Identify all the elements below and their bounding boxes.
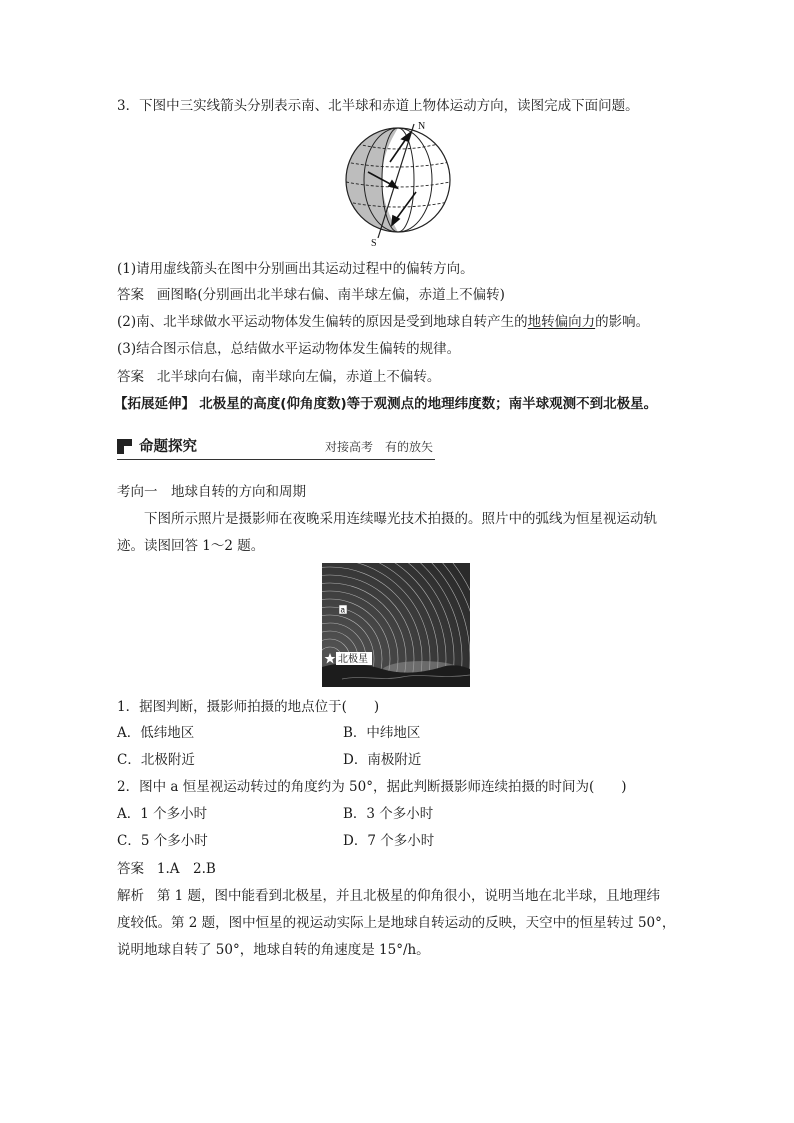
direction-label: 考向一 地球自转的方向和周期 bbox=[117, 484, 306, 500]
section-divider bbox=[117, 459, 435, 460]
section-title: 命题探究 bbox=[139, 439, 197, 455]
answer-tag: 答案 bbox=[117, 369, 144, 385]
extension-text: 北极星的高度(仰角度数)等于观测点的地理纬度数；南半球观测不到北极星。 bbox=[199, 396, 658, 412]
q3-answer1 bbox=[117, 285, 505, 305]
intro-line: 下图所示照片是摄影师在夜晚采用连续曝光技术拍摄的。照片中的弧线为恒星视运动轨 bbox=[144, 511, 657, 527]
answer-text: 1.A 2.B bbox=[156, 861, 216, 877]
section-header bbox=[117, 436, 435, 462]
q3-sub3: (3)结合图示信息，总结做水平运动物体发生偏转的规律。 bbox=[117, 341, 461, 357]
extension-tag: 【拓展延伸】 bbox=[114, 396, 195, 412]
intro-line: 迹。读图回答 1～2 题。 bbox=[117, 538, 265, 554]
q2-stem: 2．图中 a 恒星视运动转过的角度约为 50°，据此判断摄影师连续拍摄的时间为( ) bbox=[117, 779, 627, 795]
q1-stem: 1．据图判断，摄影师拍摄的地点位于( ) bbox=[117, 699, 380, 715]
answer-tag: 答案 bbox=[117, 861, 144, 877]
q2-option-d: D．7 个多小时 bbox=[343, 833, 435, 849]
q1-option-a: A．低纬地区 bbox=[117, 725, 195, 741]
analysis-line: 度较低。第 2 题，图中恒星的视运动实际上是地球自转运动的反映，天空中的恒星转过 50°， bbox=[117, 915, 676, 931]
analysis-line: 说明地球自转了 50°，地球自转的角速度是 15°/h。 bbox=[117, 942, 430, 958]
section-square-inner bbox=[124, 446, 132, 454]
answer-line bbox=[117, 859, 216, 879]
q1-option-c: C．北极附近 bbox=[117, 752, 195, 768]
q3-answer3 bbox=[117, 367, 440, 387]
q3-sub2 bbox=[117, 312, 649, 332]
answer-text: 北半球向右偏，南半球向左偏，赤道上不偏转。 bbox=[156, 369, 441, 385]
globe-diagram bbox=[338, 120, 458, 250]
q3-sub2-post: 的影响。 bbox=[595, 314, 650, 330]
analysis-line bbox=[117, 886, 660, 906]
q2-option-a: A．1 个多小时 bbox=[117, 806, 208, 822]
star-a-label: a bbox=[340, 605, 345, 615]
section-subtitle: 对接高考 有的放矢 bbox=[325, 440, 434, 454]
q2-option-c: C．5 个多小时 bbox=[117, 833, 208, 849]
q1-option-d: D．南极附近 bbox=[343, 752, 422, 768]
q2-option-b: B．3 个多小时 bbox=[343, 806, 434, 822]
answer-text: 画图略(分别画出北半球右偏、南半球左偏，赤道上不偏转) bbox=[156, 287, 505, 303]
q1-option-b: B．中纬地区 bbox=[343, 725, 421, 741]
answer-tag: 答案 bbox=[117, 287, 144, 303]
north-label: N bbox=[418, 121, 426, 132]
q3-stem: 3．下图中三实线箭头分别表示南、北半球和赤道上物体运动方向，读图完成下面问题。 bbox=[117, 98, 639, 114]
star-trail-photo bbox=[322, 563, 470, 687]
q3-sub1: (1)请用虚线箭头在图中分别画出其运动过程中的偏转方向。 bbox=[117, 261, 474, 277]
south-label: S bbox=[371, 238, 377, 249]
q3-sub2-underline: 地转偏向力 bbox=[527, 314, 596, 330]
q3-sub2-pre: (2)南、北半球做水平运动物体发生偏转的原因是受到地球自转产生的 bbox=[117, 314, 528, 330]
polaris-label: 北极星 bbox=[338, 654, 368, 665]
analysis-text: 第 1 题，图中能看到北极星，并且北极星的仰角很小，说明当地在北半球，且地理纬 bbox=[156, 888, 661, 904]
extension-note bbox=[114, 394, 657, 414]
analysis-tag: 解析 bbox=[117, 888, 144, 904]
